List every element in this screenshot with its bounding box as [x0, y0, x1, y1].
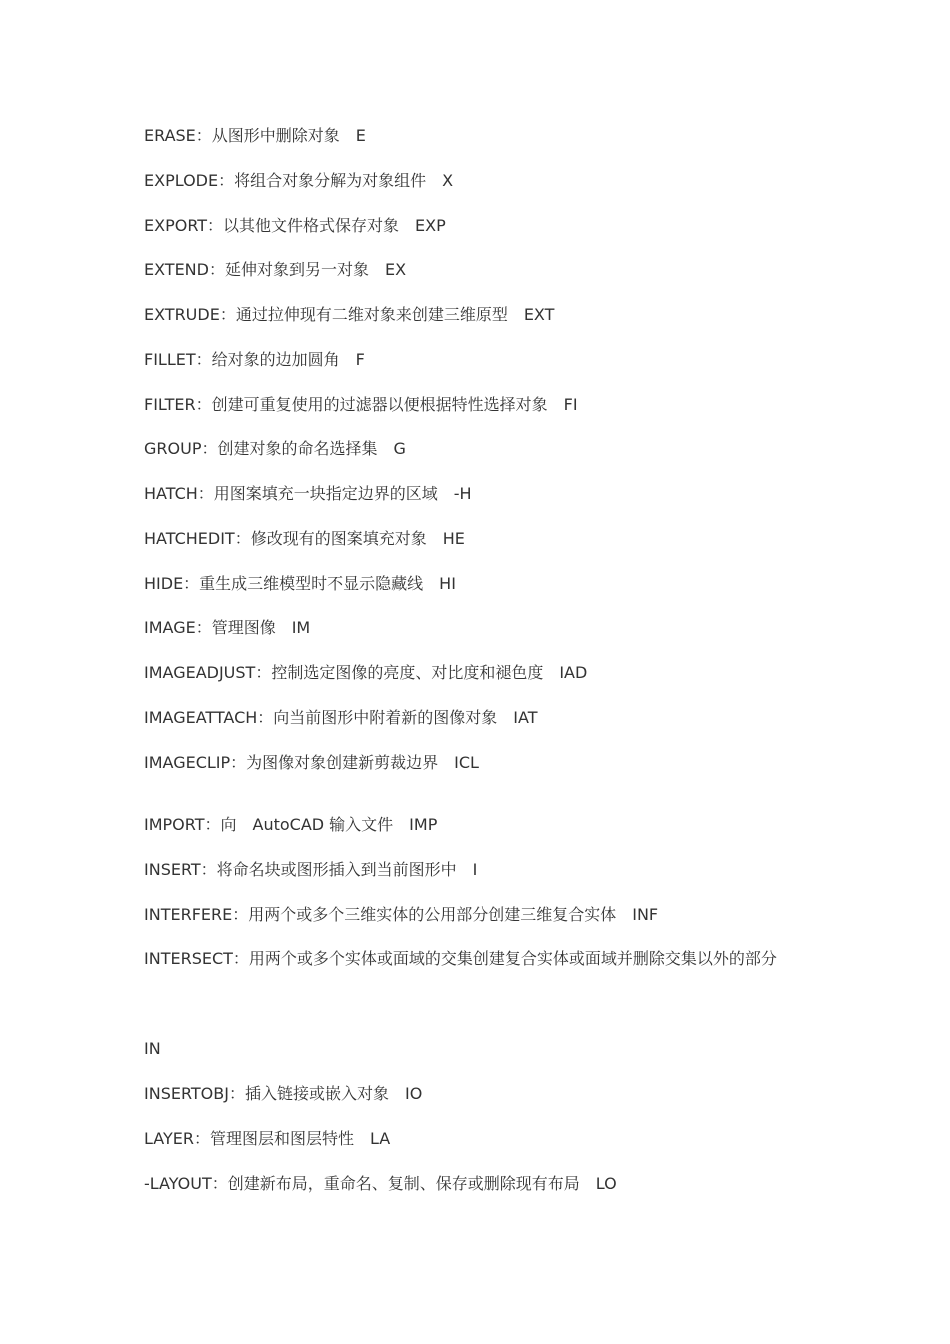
command-line-fillet: FILLET：给对象的边加圆角 F	[144, 349, 365, 369]
command-line-extrude: EXTRUDE：通过拉伸现有二维对象来创建三维原型 EXT	[144, 305, 555, 324]
command-line-layout: -LAYOUT：创建新布局，重命名、复制、保存或删除现有布局 LO	[144, 1173, 617, 1193]
command-line-erase: ERASE：从图形中删除对象 E	[144, 126, 366, 145]
command-line-export: EXPORT：以其他文件格式保存对象 EXP	[144, 215, 446, 235]
command-line-extend: EXTEND：延伸对象到另一对象 EX	[144, 260, 407, 280]
command-line-imageclip: IMAGECLIP：为图像对象创建新剪裁边界 ICL	[144, 752, 479, 772]
command-line-filter: FILTER：创建可重复使用的过滤器以便根据特性选择对象 FI	[144, 394, 578, 414]
command-list	[144, 124, 844, 1216]
command-line-in: IN	[144, 1039, 161, 1059]
command-line-explode: EXPLODE：将组合对象分解为对象组件 X	[144, 170, 454, 190]
command-line-insert: INSERT：将命名块或图形插入到当前图形中 I	[144, 859, 478, 879]
command-line-intersect: INTERSECT：用两个或多个实体或面域的交集创建复合实体或面域并删除交集以外的部分	[144, 949, 777, 969]
command-line-imageattach: IMAGEATTACH：向当前图形中附着新的图像对象 IAT	[144, 707, 538, 727]
command-line-hatch: HATCH：用图案填充一块指定边界的区域 -H	[144, 484, 472, 503]
command-line-group: GROUP：创建对象的命名选择集 G	[144, 439, 406, 459]
command-line-hatchedit: HATCHEDIT：修改现有的图案填充对象 HE	[144, 528, 465, 548]
command-line-interfere: INTERFERE：用两个或多个三维实体的公用部分创建三维复合实体 INF	[144, 904, 659, 924]
command-line-import: IMPORT：向 AutoCAD 输入文件 IMP	[144, 815, 438, 834]
command-line-imageadjust: IMAGEADJUST：控制选定图像的亮度、对比度和褪色度 IAD	[144, 663, 588, 682]
command-line-image: IMAGE：管理图像 IM	[144, 618, 311, 638]
command-line-hide: HIDE：重生成三维模型时不显示隐藏线 HI	[144, 573, 456, 593]
command-line-layer: LAYER：管理图层和图层特性 LA	[144, 1128, 391, 1148]
command-line-insertobj: INSERTOBJ：插入链接或嵌入对象 IO	[144, 1084, 423, 1103]
